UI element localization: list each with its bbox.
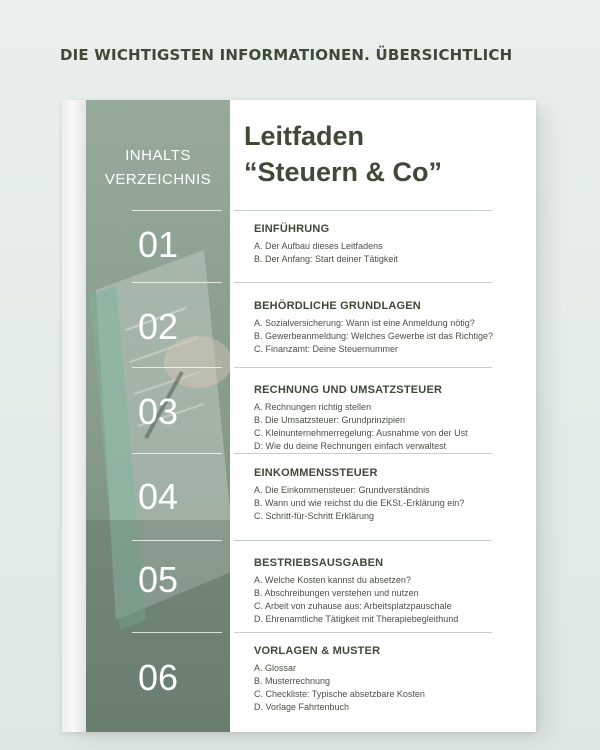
toc-section-05 [254,557,524,626]
section-item: C. Checkliste: Typische absetzbare Kosten [254,689,425,699]
divider [132,540,222,541]
section-item: C. Finanzamt: Deine Steuernummer [254,344,399,354]
section-item: A. Sozialversicherung: Wann ist eine Anmeldung nötig? [254,318,475,328]
divider [234,540,492,541]
divider [132,632,222,633]
divider [132,453,222,454]
divider [132,282,222,283]
section-item: D: Wie du deine Rechnungen einfach verwaltest [254,441,447,451]
section-item: A. Rechnungen richtig stellen [254,402,372,412]
section-heading: VORLAGEN & MUSTER [254,645,381,657]
toc-section-02 [254,300,524,356]
toc-label [86,144,230,192]
divider [234,282,492,283]
cover-title-line2: “Steuern & Co” [244,157,443,187]
toc-label-line1: INHALTS [125,147,191,164]
section-item: B. Wann und wie reichst du die EKSt.-Erklärung ein? [254,498,465,508]
section-number-04: 04 [137,476,179,517]
section-heading: RECHNUNG UND UMSATZSTEUER [254,384,443,396]
section-item: C. Arbeit von zuhause aus: Arbeitsplatzpauschale [254,601,452,611]
divider [132,367,222,368]
section-item: A. Der Aufbau dieses Leitfadens [254,241,383,251]
section-item: B. Abschreibungen verstehen und nutzen [254,588,419,598]
section-item: A. Glossar [254,663,297,673]
section-item: C. Schritt-für-Schritt Erklärung [254,511,375,521]
section-heading: BEHÖRDLICHE GRUNDLAGEN [254,300,421,312]
section-heading: EINFÜHRUNG [254,223,330,235]
divider [132,210,222,211]
cover-title-line1: Leitfaden [244,121,365,151]
section-heading: EINKOMMENSSTEUER [254,467,378,479]
book-spine [62,100,86,732]
section-item: D. Ehrenamtliche Tätigkeit mit Therapiebegleithund [254,614,459,624]
section-item: B. Die Umsatzsteuer: Grundprinzipien [254,415,406,425]
section-number-06: 06 [137,657,179,698]
section-item: D. Vorlage Fahrtenbuch [254,702,350,712]
toc-section-01 [254,223,524,266]
section-heading: BESTRIEBSAUSGABEN [254,557,384,569]
toc-sidebar [86,100,230,732]
divider [234,453,492,454]
section-number-02: 02 [137,306,179,347]
cover-title [244,118,442,190]
section-item: A. Welche Kosten kannst du absetzen? [254,575,411,585]
divider [234,632,492,633]
section-number-03: 03 [137,391,179,432]
toc-section-04 [254,467,524,523]
divider [234,210,492,211]
section-item: A. Die Einkommensteuer: Grundverständnis [254,485,430,495]
section-item: C. Kleinunternehmerregelung: Ausnahme von der Ust [254,428,468,438]
divider [234,367,492,368]
section-number-05: 05 [137,559,179,600]
page-headline: DIE WICHTIGSTEN INFORMATIONEN. ÜBERSICHTLICH [60,46,513,64]
toc-section-03 [254,384,524,453]
section-number-01: 01 [137,224,179,265]
toc-label-line2: VERZEICHNIS [104,171,212,188]
section-item: B. Musterrechnung [254,676,331,686]
section-item: B. Gewerbeanmeldung: Welches Gewerbe ist das Richtige? [254,331,493,341]
toc-section-06 [254,645,524,714]
section-item: B. Der Anfang: Start deiner Tätigkeit [254,254,398,264]
